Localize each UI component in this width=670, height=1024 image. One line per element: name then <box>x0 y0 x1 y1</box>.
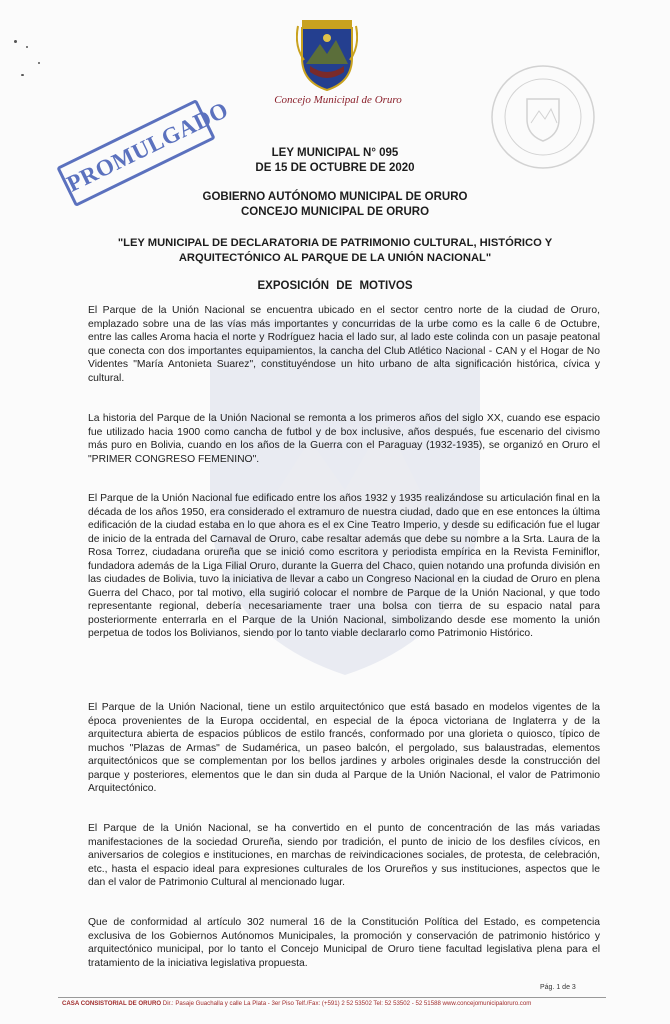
council-name: CONCEJO MUNICIPAL DE ORURO <box>240 206 430 218</box>
scan-speck <box>38 62 40 64</box>
paragraph-cultural-value: El Parque de la Unión Nacional, se ha convertido en el punto de concentración de las más variadas manifestaciones de la sociedad Orureña, siendo por tradición, el punto de inicio de los desfiles cívicos, en aniversarios de colegios e instituciones, en marchas de reivindicaciones sociales, de protesta, de celebración, etc., hasta el espacio ideal para expresiones culturales de los Orureños y sus instituciones, aspectos que le dan el valor de Patrimonio Cultural al mencionado lugar. <box>88 823 600 889</box>
coat-of-arms-logo <box>296 16 358 92</box>
scan-speck <box>14 40 17 43</box>
government-name: GOBIERNO AUTÓNOMO MUNICIPAL DE ORURO <box>202 191 468 203</box>
government-header <box>130 190 540 220</box>
scan-speck <box>26 46 28 48</box>
law-number: LEY MUNICIPAL N° 095 <box>271 147 399 159</box>
law-title-line-1: "LEY MUNICIPAL DE DECLARATORIA DE PATRIMONIO CULTURAL, HISTÓRICO Y <box>117 237 553 249</box>
footer-label: CASA CONSISTORIAL DE ORURO <box>62 1000 162 1007</box>
paragraph-architecture: El Parque de la Unión Nacional, tiene un estilo arquitectónico que está basado en modelos vigentes de la época provenientes de la Europa occidental, en especial de la época victoriana de Inglaterra y de la arquitectura abierta de espacios públicos de estilo francés, conformado por una glorieta o quiosco, típico de muchos "Plazas de Armas" de Sudamérica, un paseo balcón, el pergolado, sus balaustradas, elementos arquitectónicos que se complementan por los bellos jardines y arboles originales desde la construcción del parque y posteriores, elementos que le dan sin duda al Parque de la Unión Nacional, el valor de Patrimonio Arquitectónico. <box>88 702 600 795</box>
paragraph-history: La historia del Parque de la Unión Nacional se remonta a los primeros años del siglo XX, cuando ese espacio fue utilizado hacia 1900 como cancha de futbol y de box inclusive, años después, fue escenario del civismo más puro en Bolivia, cuando en los años de la Guerra con el Paraguay (1932-1935), se organizó en Oruro el "PRIMER CONGRESO FEMENINO". <box>88 413 600 465</box>
footer-details: Dir.: Pasaje Guachalla y calle La Plata - 3er Piso Telf./Fax: (+591) 2 52 53502 Tel: 52 53502 - 52 51588 www.concejomunicipaloruro.com <box>162 1000 532 1007</box>
footer-divider <box>58 997 606 998</box>
scan-speck <box>21 74 24 76</box>
council-name-logo-text: Concejo Municipal de Oruro <box>274 94 402 106</box>
footer <box>62 1000 607 1007</box>
paragraph-location: El Parque de la Unión Nacional se encuentra ubicado en el sector centro norte de la ciudad de Oruro, emplazado sobre una de las vías más importantes y concurridas de la urbe como es la calle 6 de Octubre, entre las calles Aroma hacia el norte y Rodríguez hacia el lado sur, al lado este colinda con un pasaje peatonal que conecta con dos importantes equipamientos, la cancha del Club Atlético Nacional - CAN y el Hogar de No Videntes "María Antonieta Suarez", constituyéndose un hito urbano de alta significación histórica, cívica y cultural. <box>88 305 600 384</box>
law-title-line-2: ARQUITECTÓNICO AL PARQUE DE LA UNIÓN NACIONAL" <box>178 252 492 264</box>
official-seal <box>489 63 597 171</box>
law-date: DE 15 DE OCTUBRE DE 2020 <box>255 162 415 174</box>
paragraph-construction: El Parque de la Unión Nacional fue edificado entre los años 1932 y 1935 realizándose su articulación final en la década de los años 1950, era considerado el extramuro de nuestra ciudad, dado que en ese entonces la última edificación de la ciudad estaba en lo que ahora es el ex Cine Teatro Imperio, y desde su edificación fue el lugar de inicio de la entrada del Carnaval de Oruro, cabe resaltar además que debe su nombre a la Srta. Laura de la Rosa Torrez, ciudadana orureña que se inició como escritora y periodista empírica en la Revista Feminiflor, fundadora además de la Liga Filial Oruro, durante la Guerra del Chaco, quien notando una profunda división en las ciudades de Bolivia, tuvo la iniciativa de llevar a cabo un Congreso Nacional en la ciudad de Oruro en plena Guerra del Chaco, por tal motivo, ella sugirió colocar el nombre de Parque de la Unión Nacional, y que todo representante regional, debería necesariamente traer una bolsa con tierra de su espacio natal para posteriormente enterrarla en el Parque de la Unión Nacional, simbolizando desde ese momento la unión perpetua de todos los Bolivianos, siendo por lo tanto viable declararlo como Patrimonio Histórico. <box>88 493 600 640</box>
section-heading: EXPOSICIÓN DE MOTIVOS <box>257 280 413 292</box>
law-title <box>80 236 590 266</box>
law-header <box>180 146 490 176</box>
page-number: Pág. 1 de 3 <box>540 984 576 991</box>
promulgated-stamp: PROMULGADO <box>56 99 216 207</box>
paragraph-legal-basis: Que de conformidad al artículo 302 numeral 16 de la Constitución Política del Estado, es competencia exclusiva de los Gobiernos Autónomos Municipales, la promoción y conservación de patrimonio histórico y arquitectónico municipal, por lo tanto el Concejo Municipal de Oruro tiene facultad legislativa plena para el tratamiento de la iniciativa legislativa propuesta. <box>88 917 600 969</box>
